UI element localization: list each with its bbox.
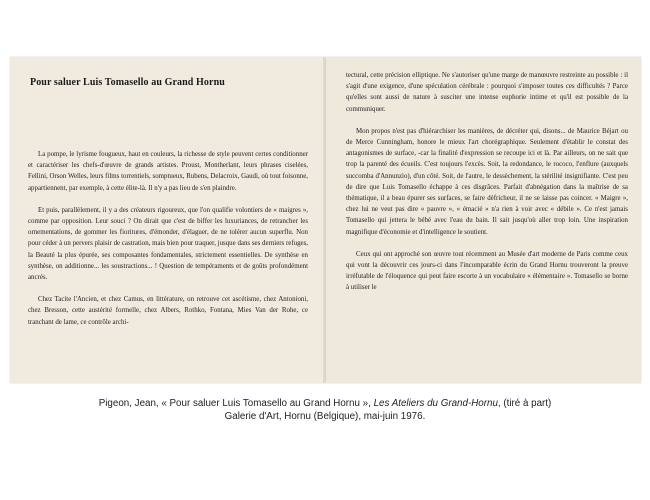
left-page-text xyxy=(28,149,308,339)
caption-note: , (tiré à part) xyxy=(497,398,552,409)
paragraph: Et puis, parallèlement, il y a des créateurs rigoureux, que l'on qualifie volontiers de « maigres », comme par opposition. Leur souci ? On dirait que c'est de biffer les luxuriances, de retrancher les ornementations, de gommer les fioritures, d'émonder, d'élaguer, de ne tolérer aucun superflu. Non pour céder à un pervers plaisir de castration, mais bien pour traquer, jusque dans ses derniers refuges, la Beauté la plus épurée, ses composantes fondamentales, strictement essentielles. De synthèse en synthèse, on additionne... les soustractions... ! Question de tempéraments et de goûts profondément ancrés. xyxy=(28,206,308,282)
scanned-document-spread xyxy=(10,57,641,383)
paragraph: Ceux qui ont approché son œuvre tout récemment au Musée d'art moderne de Paris comme ceux qui vont la découvrir ces jours-ci dans l'incomparable écrin du Grand Hornu trouveront la preuve irréfutable de l'éloquence qui peut faire escorte à un vocabulaire « élémentaire ». Tomasello se borne à utiliser le xyxy=(346,250,628,292)
caption-citation: Pigeon, Jean, « Pour saluer Luis Tomasello au Grand Hornu », xyxy=(98,398,374,409)
left-page xyxy=(10,57,326,383)
article-title: Pour saluer Luis Tomasello au Grand Hornu xyxy=(30,77,225,88)
paragraph: Chez Tacite l'Ancien, et chez Camus, en littérature, on retrouve cet ascétisme, chez Antonioni, chez Bresson, cette austérité formelle, chez Albers, Rothko, Fontana, Mies Van der Rohe, ce tranchant de lame, ce contrôle archi- xyxy=(28,296,308,326)
caption-line-1 xyxy=(0,397,650,410)
image-caption xyxy=(0,397,650,423)
right-page xyxy=(326,57,641,383)
right-page-text xyxy=(346,70,628,305)
caption-line-2: Galerie d'Art, Hornu (Belgique), mai-juin 1976. xyxy=(224,411,426,422)
paragraph: tectural, cette précision elliptique. Ne s'autoriser qu'une marge de manœuvre restreinte au possible : il s'agit d'une exigence, d'une spéculation cérébrale : pourquoi s'imposer toutes ces difficultés ? Parce qu'elles sont aussi de nature à susciter une intense euphorie intime et qu'il est possible de la communiquer. xyxy=(346,72,628,113)
paragraph: Mon propos n'est pas d'hiérarchiser les manières, de décréter qui, disons... de Maurice Béjart ou de Merce Cunningham, honore le mieux l'art chorégraphique. Seulement d'établir le constat des antagonismes de surface, -car la finalité d'expression se recoupe ici et là. Par ailleurs, on ne sait que trop la parenté des écueils. C'est toujours l'excès. Soit, la redondance, le rococo, l'enflure (auxquels succomba d'Annunzio), d'un côté. Soit, de l'autre, le dessèchement, la stérilité insignifiante. C'est peu de dire que Luis Tomasello échappe à ces disgrâces. Parfait d'abnégation dans la maîtrise de sa thématique, il a beau épurer ses surfaces, se faire défricheur, il ne se laisse pas coincer. « Maigre », chez lui ne veut pas dire « pauvre », « émacié » n'a rien à voir avec « débile ». Ce n'est jamais Tomasello qui jettera le bébé avec l'eau du bain. Il sait jusqu'où aller trop loin. Une inspiration magnifique d'économie et d'intelligence le soutient. xyxy=(346,127,628,236)
caption-publication-title: Les Ateliers du Grand-Hornu xyxy=(373,398,498,409)
paragraph: La pompe, le lyrisme fougueux, haut en couleurs, la richesse de style peuvent certes conditionner et caractériser les chefs-d'œuvre de grands artistes. Proust, Montherlant, leurs phrases ciselées, Fellini, Orson Welles, leurs films torrentiels, somptueux, Rubens, Delacroix, Gaudi, où tout foisonne, appartiennent, par exemple, à cette élite-là. Il n'y a pas lieu de s'en plaindre. xyxy=(28,151,308,192)
